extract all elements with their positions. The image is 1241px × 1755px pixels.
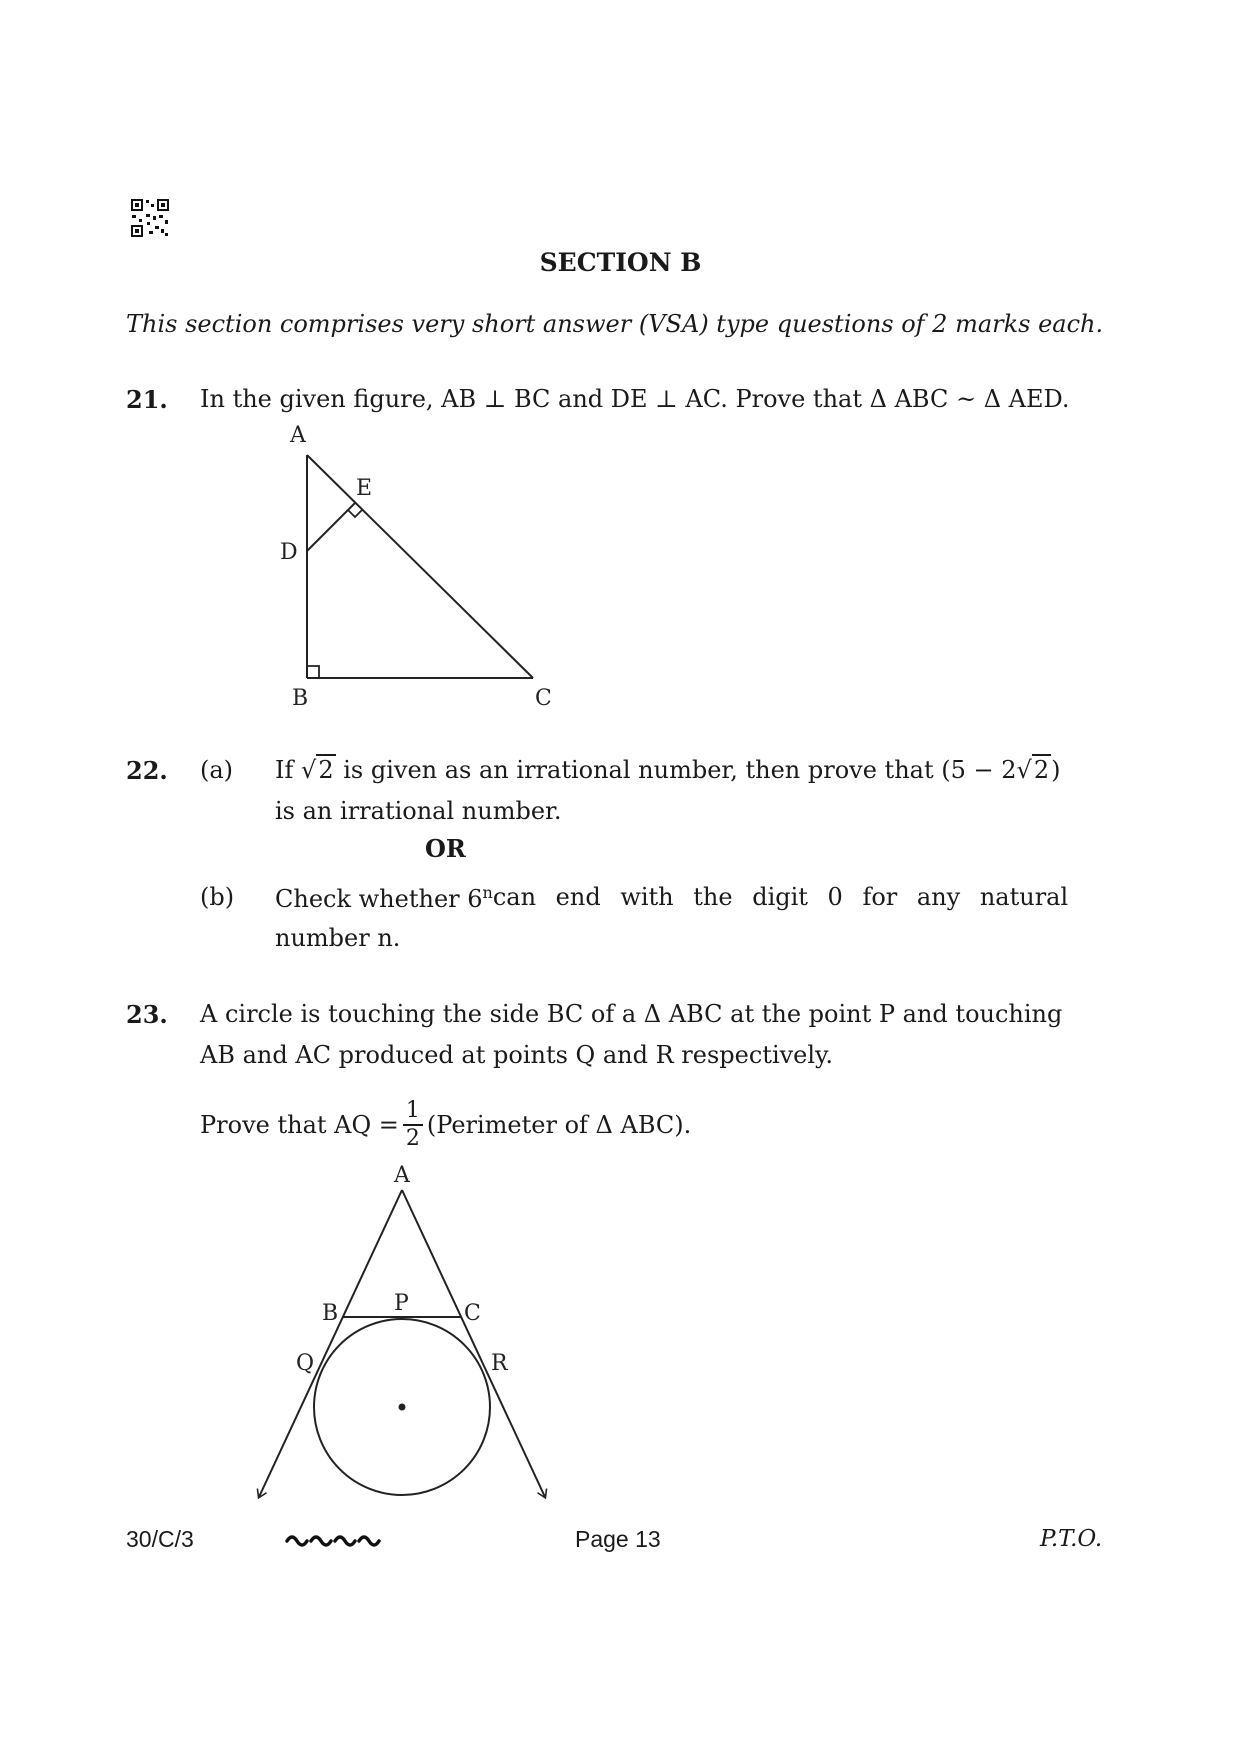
sqrt-2-symbol: √2 <box>301 756 334 784</box>
question-number-22: 22. <box>126 756 168 785</box>
point-label-p: P <box>394 1291 409 1316</box>
q22a-if: If <box>275 756 294 784</box>
paper-code: 30/C/3 <box>126 1526 194 1552</box>
fraction-numerator: 1 <box>403 1098 423 1126</box>
fraction-denominator: 2 <box>405 1126 420 1151</box>
question-number-21: 21. <box>126 385 168 414</box>
right-angle-mark-e <box>348 510 362 517</box>
line-ar-extended <box>402 1190 545 1497</box>
pto-label: P.T.O. <box>1040 1526 1103 1552</box>
sqrt-radicand-second: 2 <box>1033 756 1050 784</box>
q22b-pre: Check whether 6 <box>275 885 483 913</box>
point-label-c: C <box>464 1301 481 1326</box>
q22a-end: ) <box>1051 756 1061 784</box>
q22b-pre-wrap <box>275 883 493 913</box>
fraction-one-half <box>403 1098 423 1152</box>
question-22b-line1 <box>275 883 1069 913</box>
circle-center-dot <box>399 1404 406 1411</box>
point-label-b: B <box>292 686 309 711</box>
point-label-r: R <box>491 1351 508 1376</box>
sqrt-2-symbol-second: √2 <box>1016 756 1050 784</box>
page-number: Page 13 <box>575 1526 661 1552</box>
line-aq-extended <box>259 1190 402 1497</box>
question-22a-line1 <box>275 756 1061 784</box>
question-23-line2: AB and AC produced at points Q and R respectively. <box>200 1041 834 1069</box>
qr-code <box>130 198 170 238</box>
point-label-a: A <box>290 423 306 448</box>
question-22a-line2: is an irrational number. <box>275 797 562 825</box>
point-label-c: C <box>535 686 552 711</box>
point-label-q: Q <box>296 1351 315 1376</box>
point-label-d: D <box>280 540 298 565</box>
wave-decoration-icon <box>285 1530 385 1552</box>
question-22b-line2: number n. <box>275 924 401 952</box>
sqrt-radicand: 2 <box>318 756 334 784</box>
question-21-text: In the given figure, AB ⊥ BC and DE ⊥ AC. Prove that Δ ABC ~ Δ AED. <box>200 385 1070 413</box>
question-number-23: 23. <box>126 1000 168 1029</box>
question-23-prove <box>200 1098 691 1152</box>
point-label-a: A <box>394 1163 410 1188</box>
q23-prove-pre: Prove that AQ = <box>200 1111 399 1139</box>
q22b-post: can end with the digit 0 for any natural <box>492 883 1069 911</box>
point-label-e: E <box>356 476 373 501</box>
figure-23-circle-triangle <box>240 1160 570 1515</box>
question-22b-label: (b) <box>200 883 235 911</box>
question-23-line1: A circle is touching the side BC of a Δ ABC at the point P and touching <box>200 1000 1063 1028</box>
q22b-superscript: n <box>482 883 493 902</box>
or-separator: OR <box>425 834 466 863</box>
line-ac <box>307 455 533 678</box>
q22a-mid: is given as an irrational number, then prove that (5 − 2 <box>343 756 1017 784</box>
question-22a-label: (a) <box>200 756 234 784</box>
section-title: SECTION B <box>539 248 702 277</box>
point-label-b: B <box>322 1301 339 1326</box>
right-angle-mark-b <box>307 666 319 678</box>
section-description: This section comprises very short answer (VSA) type questions of 2 marks each. <box>126 310 1104 338</box>
q23-prove-post: (Perimeter of Δ ABC). <box>426 1111 692 1139</box>
figure-21-right-triangle <box>260 415 580 725</box>
